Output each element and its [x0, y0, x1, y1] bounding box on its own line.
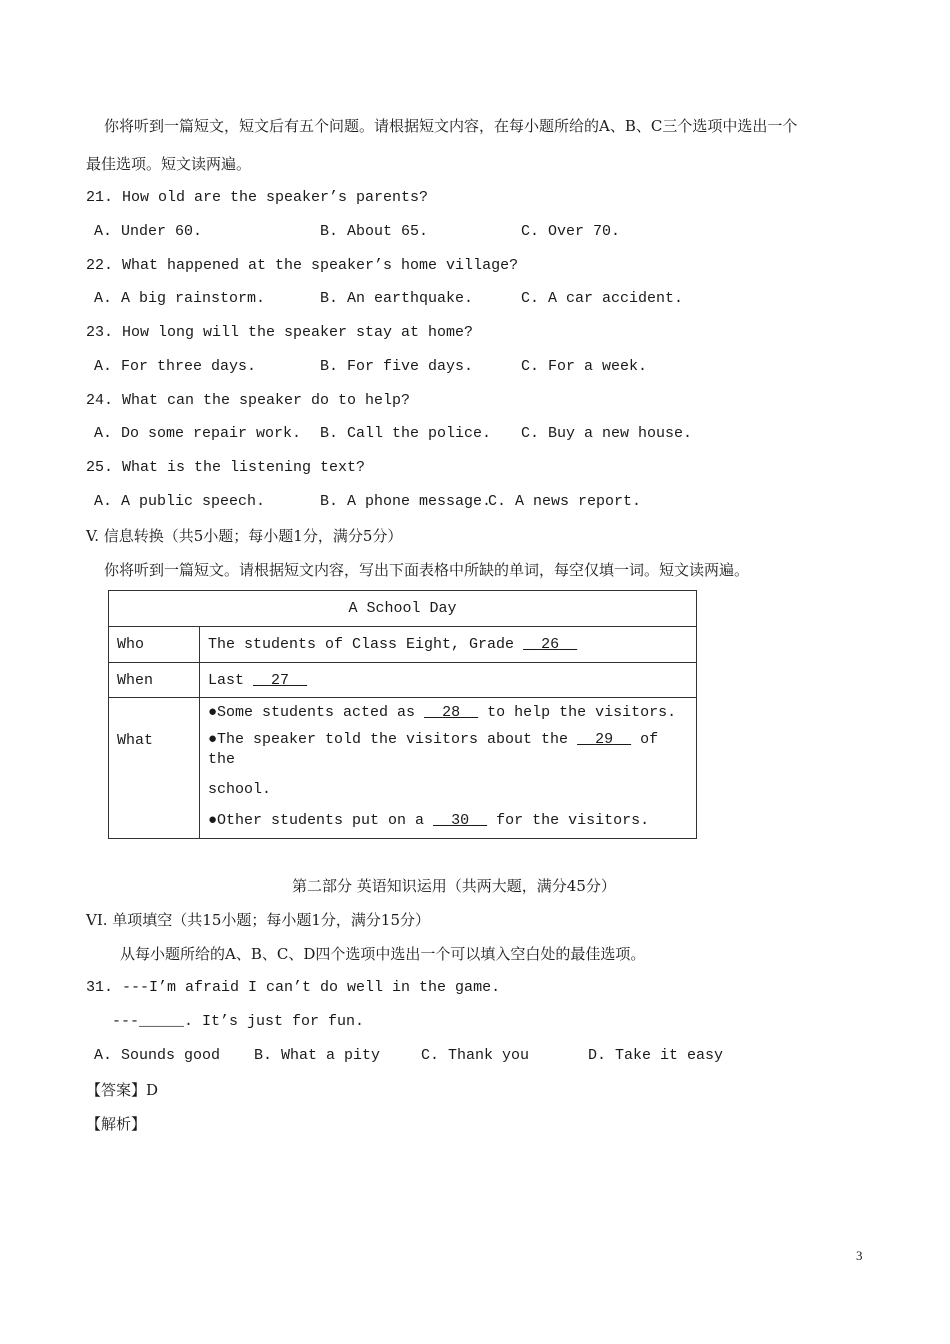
- analysis-label: 【解析】: [86, 1115, 147, 1133]
- question-21-stem: 21. How old are the speaker’s parents?: [86, 189, 429, 206]
- question-22-option-c: C. A car accident.: [521, 290, 684, 307]
- question-24-option-a: A. Do some repair work.: [94, 425, 302, 442]
- question-23-stem: 23. How long will the speaker stay at home?: [86, 324, 474, 341]
- question-23-option-a: A. For three days.: [94, 358, 257, 375]
- what-cell: [200, 698, 697, 839]
- what-item-2: ●The speaker told the visitors about the 29 of the: [208, 731, 659, 768]
- when-label: When: [109, 663, 200, 698]
- section-v-instruction: 你将听到一篇短文。请根据短文内容，写出下面表格中所缺的单词，每空仅填一词。短文读两遍。: [104, 561, 750, 579]
- listening-intro-line2: 最佳选项。短文读两遍。: [86, 155, 252, 173]
- page-number: 3: [856, 1248, 863, 1263]
- blank-28: 28: [442, 704, 461, 721]
- question-31-line1: 31. ---I’m afraid I can’t do well in the game.: [86, 979, 501, 996]
- who-label: Who: [109, 627, 200, 663]
- section-v-heading: V. 信息转换（共5小题；每小题1分，满分5分）: [86, 527, 403, 545]
- what-item-2-continued: school.: [208, 781, 272, 798]
- who-text: The students of Class Eight, Grade: [208, 636, 515, 653]
- table-row-who: [109, 627, 697, 663]
- question-25-option-c: C. A news report.: [488, 493, 642, 510]
- what-label: What: [109, 698, 200, 839]
- section-vi-instruction: 从每小题所给的A、B、C、D四个选项中选出一个可以填入空白处的最佳选项。: [120, 945, 646, 963]
- question-25-option-b: B. A phone message.: [320, 493, 492, 510]
- question-25-stem: 25. What is the listening text?: [86, 459, 366, 476]
- blank-27: 27: [271, 671, 290, 689]
- question-24-stem: 24. What can the speaker do to help?: [86, 392, 411, 409]
- question-21-option-b: B. About 65.: [320, 223, 429, 240]
- blank-26: 26: [541, 636, 560, 653]
- question-24-option-c: C. Buy a new house.: [521, 425, 693, 442]
- answer-label: 【答案】D: [86, 1081, 159, 1099]
- question-31-blank: _____: [139, 1013, 185, 1030]
- question-22-option-b: B. An earthquake.: [320, 290, 474, 307]
- question-31-option-d: D. Take it easy: [588, 1047, 724, 1064]
- when-text: Last: [208, 671, 245, 689]
- question-23-option-c: C. For a week.: [521, 358, 648, 375]
- what-item-1: ●Some students acted as 28 to help the visitors.: [208, 704, 677, 721]
- question-22-stem: 22. What happened at the speaker’s home village?: [86, 257, 519, 274]
- table-title: A School Day: [109, 591, 697, 627]
- question-31-option-c: C. Thank you: [421, 1047, 530, 1064]
- question-23-option-b: B. For five days.: [320, 358, 474, 375]
- question-31-line2: ---_____. It’s just for fun.: [112, 1013, 365, 1030]
- what-item-3: ●Other students put on a 30 for the visitors.: [208, 812, 650, 829]
- table-row-what: [109, 698, 697, 839]
- question-21-option-c: C. Over 70.: [521, 223, 621, 240]
- blank-29: 29: [595, 731, 614, 748]
- question-31-option-a: A. Sounds good: [94, 1047, 221, 1064]
- question-25-option-a: A. A public speech.: [94, 493, 266, 510]
- info-table: [108, 590, 697, 839]
- who-cell: [200, 627, 697, 663]
- listening-intro-line1: 你将听到一篇短文，短文后有五个问题。请根据短文内容，在每小题所给的A、B、C三个选项中选出一个: [104, 117, 798, 135]
- when-cell: [200, 663, 697, 698]
- part-two-heading: 第二部分 英语知识运用（共两大题，满分45分）: [292, 877, 616, 895]
- question-21-option-a: A. Under 60.: [94, 223, 203, 240]
- question-31-option-b: B. What a pity: [254, 1047, 381, 1064]
- question-22-option-a: A. A big rainstorm.: [94, 290, 266, 307]
- table-row-when: [109, 663, 697, 698]
- section-vi-heading: VI. 单项填空（共15小题；每小题1分，满分15分）: [86, 911, 431, 929]
- question-24-option-b: B. Call the police.: [320, 425, 492, 442]
- blank-30: 30: [451, 812, 470, 829]
